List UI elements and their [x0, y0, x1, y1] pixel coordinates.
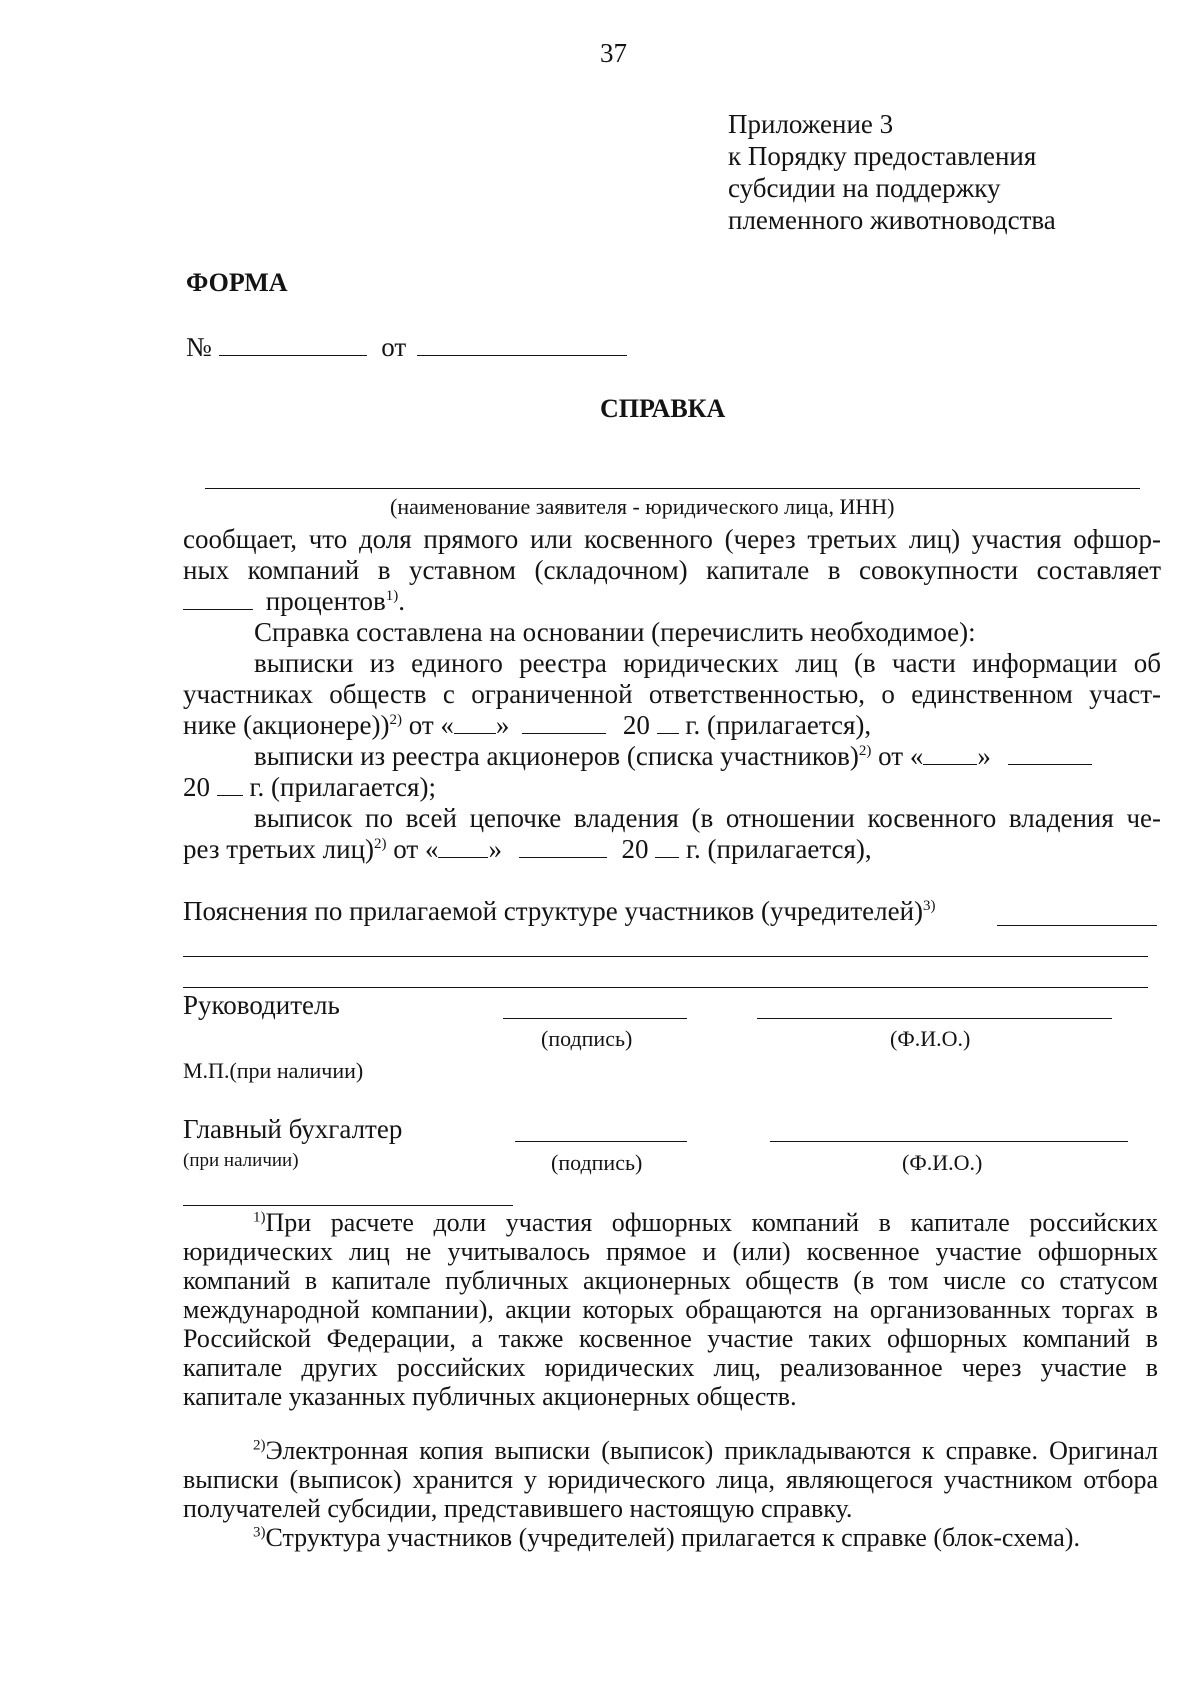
- annex-block: [728, 108, 1056, 236]
- period: .: [398, 586, 406, 616]
- percent-field[interactable]: [183, 587, 253, 610]
- footnote-separator: [183, 1205, 513, 1206]
- body-paragraph: Справка составлена на основании (перечислить необходимое):: [254, 617, 976, 647]
- body-line: выписок по всей цепочке владения (в отношении косвенного владения че-: [254, 803, 1161, 833]
- day-field[interactable]: [454, 711, 496, 734]
- chief-signature-field[interactable]: [515, 1141, 687, 1142]
- chief-note: (при наличии): [183, 1150, 299, 1171]
- footnote-ref: 2): [389, 712, 402, 728]
- text: »: [977, 741, 991, 771]
- head-signature-field[interactable]: [503, 1018, 687, 1019]
- annex-line: племенного животноводства: [728, 205, 1056, 235]
- text: »: [495, 710, 510, 740]
- month-field[interactable]: [522, 711, 606, 734]
- text: выписки из реестра акционеров (списка участников): [254, 741, 859, 771]
- annex-line: субсидии на поддержку: [728, 173, 1001, 203]
- number-field[interactable]: [219, 333, 367, 356]
- text: »: [488, 834, 502, 864]
- text: г. (прилагается),: [685, 710, 872, 740]
- text: от «: [871, 741, 924, 771]
- fio-caption: (Ф.И.О.): [890, 1026, 971, 1051]
- sign-caption: (подпись): [541, 1026, 633, 1051]
- text: г. (прилагается),: [685, 834, 872, 864]
- stamp-note: М.П.(при наличии): [183, 1058, 364, 1083]
- annex-line: Приложение 3: [728, 109, 894, 139]
- body-line: [183, 772, 436, 803]
- footnote-text: Электронная копия выписки (выписок) прикладываются к справке. Оригинал выписки (выписок) хранится у юридического лица, являющегося участником отбора получателей субсидии, представившего настоящую справку.: [183, 1436, 1158, 1523]
- percent-word: процентов: [265, 586, 386, 616]
- explain-field[interactable]: [997, 925, 1157, 926]
- body-line: [254, 741, 1092, 772]
- body-line-percent: [183, 586, 405, 617]
- body-line: [183, 834, 872, 865]
- sign-caption: (подпись): [551, 1150, 643, 1175]
- chief-fio-field[interactable]: [770, 1141, 1128, 1142]
- body-line: ных компаний в уставном (складочном) капитале в совокупности составляет: [183, 555, 1161, 585]
- year-field[interactable]: [217, 773, 243, 796]
- footnote-mark: 1): [253, 1209, 266, 1226]
- footnote-mark: 2): [253, 1437, 266, 1454]
- footnote-text: При расчете доли участия офшорных компаний в капитале российских юридических лиц не учитывалось прямое и (или) косвенное участие офшорных компаний в капитале публичных акционерных обществ (в том числе со статусом международной компании), акции которых обращаются на организованных торгах в Российской Федерации, а также косвенное участие таких офшорных компаний в капитале других российских юридических лиц, реализованное через участие в капитале указанных публичных акционерных обществ.: [183, 1208, 1158, 1411]
- body-line: выписки из единого реестра юридических лиц (в части информации об: [254, 648, 1161, 678]
- month-field[interactable]: [1008, 742, 1092, 765]
- footnote-2: [183, 1436, 1158, 1523]
- explain-line: [183, 896, 936, 927]
- day-field[interactable]: [438, 835, 488, 858]
- text: Пояснения по прилагаемой структуре участников (учредителей): [183, 896, 924, 926]
- text: от «: [386, 834, 439, 864]
- body-line: [183, 710, 871, 741]
- fio-caption: (Ф.И.О.): [902, 1150, 983, 1175]
- applicant-caption: (наименование заявителя - юридического лица, ИНН): [390, 494, 895, 519]
- head-label: Руководитель: [183, 990, 340, 1020]
- body-line: участниках обществ с ограниченной ответственностью, о единственном участ-: [183, 679, 1161, 709]
- date-field[interactable]: [417, 333, 627, 356]
- explain-field[interactable]: [183, 987, 1148, 988]
- head-fio-field[interactable]: [757, 1018, 1112, 1019]
- footnote-ref: 1): [385, 588, 399, 604]
- form-label: ФОРМА: [186, 268, 288, 297]
- text: 20: [183, 772, 210, 802]
- number-line: [186, 332, 627, 363]
- text: 20: [622, 710, 650, 740]
- text: нике (акционере)): [183, 710, 390, 740]
- from-word: от: [381, 332, 407, 362]
- explain-field[interactable]: [183, 956, 1148, 957]
- footnote-ref: 2): [374, 836, 387, 852]
- year-field[interactable]: [655, 835, 679, 858]
- applicant-field[interactable]: [205, 488, 1140, 489]
- year-field[interactable]: [657, 711, 679, 734]
- text: 20: [621, 834, 649, 864]
- footnote-ref: 3): [923, 898, 936, 914]
- number-sign: №: [186, 332, 212, 362]
- month-field[interactable]: [519, 835, 607, 858]
- text: рез третьих лиц): [183, 834, 375, 864]
- footnote-3: [183, 1523, 1158, 1552]
- footnote-mark: 3): [253, 1524, 266, 1541]
- footnote-text: Структура участников (учредителей) прилагается к справке (блок-схема).: [265, 1523, 1080, 1552]
- document-title: СПРАВКА: [600, 394, 726, 423]
- body-line: сообщает, что доля прямого или косвенного (через третьих лиц) участия офшор-: [183, 524, 1161, 554]
- chief-label: Главный бухгалтер: [183, 1114, 403, 1144]
- footnote-ref: 2): [858, 743, 872, 759]
- text: от «: [401, 710, 454, 740]
- day-field[interactable]: [923, 742, 977, 765]
- annex-line: к Порядку предоставления: [728, 141, 1037, 171]
- page-number: 37: [600, 38, 627, 68]
- text: г. (прилагается);: [249, 772, 436, 802]
- footnote-1: [183, 1208, 1158, 1411]
